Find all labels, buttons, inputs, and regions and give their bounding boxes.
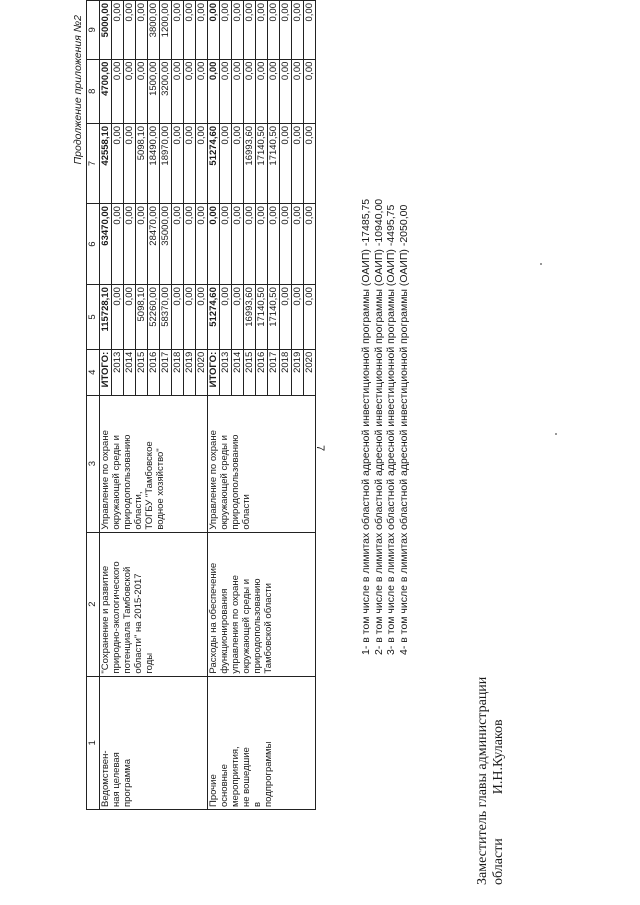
program-name-cell: [100, 676, 208, 809]
value-cell: 0,00: [172, 59, 184, 123]
column-number: 6: [87, 204, 100, 285]
year-cell: 2017: [160, 349, 172, 395]
cell-text-line: окружающей среды и: [111, 435, 122, 530]
cell-text-line: в: [252, 801, 263, 807]
value-cell: 0,00: [292, 59, 304, 123]
value-cell: 0,00: [172, 1, 184, 60]
value-cell: 51274,60: [208, 285, 220, 350]
year-cell: 2014: [232, 349, 244, 395]
cell-text-line: Управление по охране: [100, 430, 111, 530]
cell-text-line: не вошедшие: [241, 747, 252, 807]
year-cell: 2016: [148, 349, 160, 395]
value-cell: 5000,00: [100, 1, 112, 60]
budget-table: [86, 0, 316, 810]
column-number-row: [87, 1, 100, 810]
cell-text-line: Управление по охране: [208, 430, 219, 530]
value-cell: 0,00: [268, 1, 280, 60]
column-number: 4: [87, 349, 100, 395]
value-cell: 0,00: [196, 59, 208, 123]
value-cell: 0,00: [220, 1, 232, 60]
scan-speck: [540, 263, 542, 265]
value-cell: 0,00: [124, 204, 136, 285]
footnote: 2- в том числе в лимитах областной адресной инвестиционной программы (ОАИП) -10940,00: [372, 198, 385, 655]
footnotes: [360, 199, 410, 655]
value-cell: 18970,00: [160, 123, 172, 203]
value-cell: 0,00: [184, 59, 196, 123]
value-cell: 0,00: [268, 59, 280, 123]
value-cell: 1200,00: [160, 1, 172, 60]
scan-speck: [555, 433, 557, 435]
value-cell: 0,00: [232, 285, 244, 350]
value-cell: 0,00: [280, 1, 292, 60]
executor-cell: [208, 395, 316, 532]
value-cell: 5098,10: [136, 285, 148, 350]
value-cell: 0,00: [220, 59, 232, 123]
year-cell: 2015: [136, 349, 148, 395]
value-cell: 0,00: [244, 1, 256, 60]
year-cell: 2014: [124, 349, 136, 395]
value-cell: 0,00: [232, 204, 244, 285]
value-cell: 0,00: [232, 123, 244, 203]
cell-text-line: программа: [122, 758, 133, 807]
year-cell: 2020: [304, 349, 316, 395]
value-cell: 0,00: [208, 1, 220, 60]
value-cell: 17140,50: [256, 285, 268, 350]
column-number: 3: [87, 395, 100, 532]
signature-position: Заместитель главы администрации: [475, 676, 490, 885]
signature-name: И.Н.Кулаков: [491, 719, 506, 795]
table-row: [208, 1, 220, 810]
value-cell: 0,00: [184, 1, 196, 60]
column-number: 9: [87, 1, 100, 60]
value-cell: 1500,00: [148, 59, 160, 123]
value-cell: 0,00: [256, 59, 268, 123]
value-cell: 0,00: [220, 123, 232, 203]
year-cell: 2013: [220, 349, 232, 395]
column-number: 1: [87, 676, 100, 809]
value-cell: 0,00: [112, 123, 124, 203]
value-cell: 0,00: [280, 59, 292, 123]
page-number: 7: [314, 444, 326, 452]
value-cell: 0,00: [220, 285, 232, 350]
year-cell: 2019: [184, 349, 196, 395]
value-cell: 3800,00: [148, 1, 160, 60]
value-cell: 28470,00: [148, 204, 160, 285]
cell-text-line: окружающей среды и: [219, 435, 230, 530]
footnote: 4- в том числе в лимитах областной адресной инвестиционной программы (ОАИП) -2050,00: [397, 204, 410, 655]
value-cell: 0,00: [232, 59, 244, 123]
value-cell: 16993,60: [244, 285, 256, 350]
value-cell: 0,00: [304, 204, 316, 285]
program-title-cell: [100, 532, 208, 676]
year-cell: 2020: [196, 349, 208, 395]
year-cell: 2015: [244, 349, 256, 395]
cell-text-line: области: [241, 494, 252, 530]
value-cell: 0,00: [244, 204, 256, 285]
value-cell: 18490,00: [148, 123, 160, 203]
cell-text-line: области" на 2015-2017: [133, 573, 144, 674]
program-name-cell: [208, 676, 316, 809]
column-number: 8: [87, 59, 100, 123]
value-cell: 4700,00: [100, 59, 112, 123]
cell-text-line: Прочие: [208, 774, 219, 807]
value-cell: 0,00: [136, 204, 148, 285]
cell-text-line: Ведомствен-: [100, 750, 111, 807]
value-cell: 0,00: [280, 204, 292, 285]
signature-block: [475, 677, 507, 885]
value-cell: 5098,10: [136, 123, 148, 203]
cell-text-line: мероприятия,: [230, 746, 241, 807]
value-cell: 0,00: [220, 204, 232, 285]
value-cell: 0,00: [292, 123, 304, 203]
value-cell: 0,00: [268, 204, 280, 285]
cell-text-line: потенциала Тамбовской: [122, 566, 133, 674]
value-cell: 0,00: [292, 1, 304, 60]
value-cell: 0,00: [280, 123, 292, 203]
executor-cell: [100, 395, 208, 532]
cell-text-line: управления по охране: [230, 575, 241, 674]
value-cell: 0,00: [208, 204, 220, 285]
cell-text-line: основные: [219, 764, 230, 807]
value-cell: 0,00: [124, 1, 136, 60]
cell-text-line: ТОГБУ "Тамбовское: [144, 441, 155, 530]
cell-text-line: Тамбовской области: [263, 583, 274, 674]
value-cell: 0,00: [292, 204, 304, 285]
column-number: 5: [87, 285, 100, 350]
cell-text-line: водное хозяйство": [155, 448, 166, 530]
cell-text-line: природно-экологического: [111, 561, 122, 674]
value-cell: 0,00: [196, 1, 208, 60]
cell-text-line: природопользованию: [230, 434, 241, 530]
value-cell: 17140,50: [268, 285, 280, 350]
column-number: 2: [87, 532, 100, 676]
value-cell: 0,00: [172, 123, 184, 203]
cell-text-line: окружающей среды и: [241, 578, 252, 674]
value-cell: 0,00: [136, 1, 148, 60]
value-cell: 0,00: [244, 59, 256, 123]
cell-text-line: природопользованию: [252, 578, 263, 674]
value-cell: 0,00: [172, 285, 184, 350]
value-cell: 0,00: [196, 285, 208, 350]
value-cell: 0,00: [112, 285, 124, 350]
continuation-label: Продолжение приложения №2: [72, 15, 84, 165]
value-cell: 0,00: [304, 123, 316, 203]
value-cell: 63470,00: [100, 204, 112, 285]
value-cell: 0,00: [112, 204, 124, 285]
table-row: [100, 1, 112, 810]
signature-region: области: [491, 838, 506, 885]
cell-text-line: годы: [144, 652, 155, 674]
value-cell: 0,00: [196, 204, 208, 285]
value-cell: 0,00: [304, 59, 316, 123]
cell-text-line: природопользованию: [122, 434, 133, 530]
value-cell: 3200,00: [160, 59, 172, 123]
footnote: 3- в том числе в лимитах областной адресной инвестиционной программы (ОАИП) -4495,75: [385, 204, 397, 655]
value-cell: 0,00: [112, 59, 124, 123]
value-cell: 0,00: [280, 285, 292, 350]
cell-text-line: подпрограммы: [263, 741, 274, 807]
program-title-cell: [208, 532, 316, 676]
value-cell: 0,00: [232, 1, 244, 60]
year-cell: 2017: [268, 349, 280, 395]
value-cell: 0,00: [208, 59, 220, 123]
value-cell: 17140,50: [256, 123, 268, 203]
value-cell: 0,00: [184, 204, 196, 285]
value-cell: 52260,00: [148, 285, 160, 350]
value-cell: 0,00: [184, 285, 196, 350]
year-cell: 2016: [256, 349, 268, 395]
value-cell: 0,00: [124, 123, 136, 203]
year-cell: 2019: [292, 349, 304, 395]
value-cell: 0,00: [112, 1, 124, 60]
value-cell: 0,00: [256, 204, 268, 285]
value-cell: 17140,50: [268, 123, 280, 203]
year-cell: 2013: [112, 349, 124, 395]
value-cell: 0,00: [184, 123, 196, 203]
cell-text-line: ная целевая: [111, 752, 122, 807]
total-label: ИТОГО:: [208, 349, 220, 395]
year-cell: 2018: [280, 349, 292, 395]
value-cell: 0,00: [136, 59, 148, 123]
cell-text-line: "Сохранение и развитие: [100, 565, 111, 674]
value-cell: 0,00: [124, 285, 136, 350]
cell-text-line: функционирования: [219, 588, 230, 674]
value-cell: 16993,60: [244, 123, 256, 203]
value-cell: 115728,10: [100, 285, 112, 350]
total-label: ИТОГО:: [100, 349, 112, 395]
value-cell: 58370,00: [160, 285, 172, 350]
cell-text-line: области,: [133, 491, 144, 530]
value-cell: 0,00: [196, 123, 208, 203]
value-cell: 0,00: [256, 1, 268, 60]
value-cell: 0,00: [172, 204, 184, 285]
year-cell: 2018: [172, 349, 184, 395]
value-cell: 0,00: [124, 59, 136, 123]
value-cell: 35000,00: [160, 204, 172, 285]
cell-text-line: Расходы на обеспечение: [208, 562, 219, 674]
value-cell: 51274,60: [208, 123, 220, 203]
value-cell: 0,00: [292, 285, 304, 350]
column-number: 7: [87, 123, 100, 203]
value-cell: 0,00: [304, 1, 316, 60]
value-cell: 0,00: [304, 285, 316, 350]
footnote: 1- в том числе в лимитах областной адресной инвестиционной программы (ОАИП) -17485,75: [360, 198, 372, 655]
value-cell: 42558,10: [100, 123, 112, 203]
